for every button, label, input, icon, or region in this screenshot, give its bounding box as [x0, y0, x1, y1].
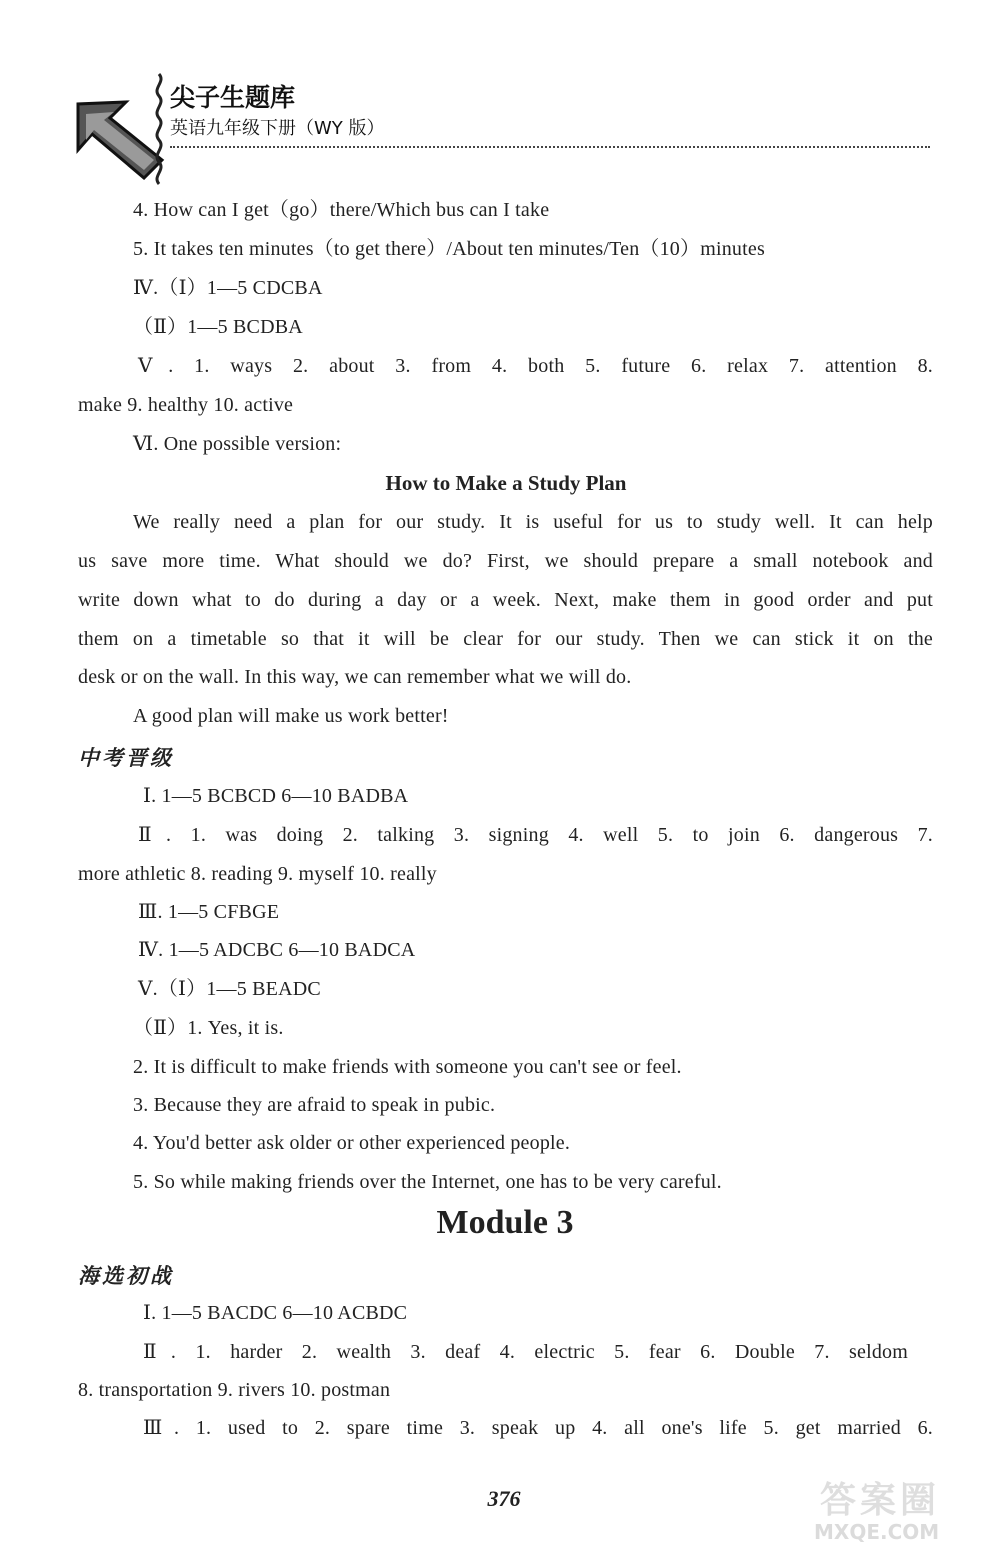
section-heading: 海选初战 — [78, 1264, 174, 1288]
section-heading: 中考晋级 — [78, 746, 174, 770]
answer-line: Ⅱ. 1. harder 2. wealth 3. deaf 4. electric 5. fear 6. Double 7. seldom — [143, 1341, 908, 1363]
answer-line: more athletic 8. reading 9. myself 10. really — [78, 863, 437, 885]
answer-line: Ⅳ.（Ⅰ）1—5 CDCBA — [133, 277, 323, 299]
answer-line: Ⅵ. One possible version: — [133, 433, 342, 455]
page-number: 376 — [487, 1486, 521, 1511]
answer-line: Ⅳ. 1—5 ADCBC 6—10 BADCA — [138, 939, 416, 961]
book-series-title: 尖子生题库 — [170, 83, 296, 112]
answer-line: Ⅴ.（Ⅰ）1—5 BEADC — [138, 978, 321, 1000]
book-subtitle: 英语九年级下册（WY 版） — [170, 118, 385, 139]
answer-line: Ⅰ. 1—5 BCBCD 6—10 BADBA — [143, 785, 409, 807]
essay-line: A good plan will make us work better! — [133, 705, 449, 727]
essay-line: We really need a plan for our study. It is useful for us to study well. It can help — [133, 511, 933, 533]
module-title: Module 3 — [436, 1204, 574, 1241]
watermark-text: 答案圈 — [820, 1480, 941, 1521]
answer-line: （Ⅱ）1. Yes, it is. — [133, 1017, 284, 1039]
answer-line: Ⅰ. 1—5 BACDC 6—10 ACBDC — [143, 1302, 408, 1324]
answer-line: Ⅱ. 1. was doing 2. talking 3. signing 4. well 5. to join 6. dangerous 7. — [138, 824, 933, 846]
answer-line: 5. So while making friends over the Internet, one has to be very careful. — [133, 1171, 722, 1193]
header-divider — [170, 146, 930, 148]
answer-line: 4. How can I get（go）there/Which bus can I take — [133, 199, 550, 221]
answer-line: Ⅲ. 1—5 CFBGE — [138, 901, 280, 923]
answer-line: 3. Because they are afraid to speak in pubic. — [133, 1094, 496, 1116]
essay-title: How to Make a Study Plan — [385, 471, 627, 495]
essay-line: desk or on the wall. In this way, we can remember what we will do. — [78, 666, 632, 688]
answer-line: 2. It is difficult to make friends with someone you can't see or feel. — [133, 1056, 682, 1078]
answer-line: make 9. healthy 10. active — [78, 394, 294, 416]
essay-line: us save more time. What should we do? First, we should prepare a small notebook and — [78, 550, 933, 572]
essay-line: them on a timetable so that it will be clear for our study. Then we can stick it on the — [78, 628, 933, 650]
essay-line: write down what to do during a day or a week. Next, make them in good order and put — [78, 589, 933, 611]
watermark-logo — [800, 1470, 995, 1545]
answer-line: 4. You'd better ask older or other experienced people. — [133, 1132, 571, 1154]
squiggle-divider-icon — [152, 72, 166, 190]
answer-line: 8. transportation 9. rivers 10. postman — [78, 1379, 391, 1401]
answer-line: （Ⅱ）1—5 BCDBA — [133, 316, 303, 338]
watermark-url: MXQE.COM — [814, 1520, 940, 1544]
answer-line: Ⅲ. 1. used to 2. spare time 3. speak up 4. all one's life 5. get married 6. — [143, 1417, 933, 1439]
answer-line: Ⅴ. 1. ways 2. about 3. from 4. both 5. future 6. relax 7. attention 8. — [138, 355, 933, 377]
answer-line: 5. It takes ten minutes（to get there）/About ten minutes/Ten（10）minutes — [133, 238, 765, 260]
